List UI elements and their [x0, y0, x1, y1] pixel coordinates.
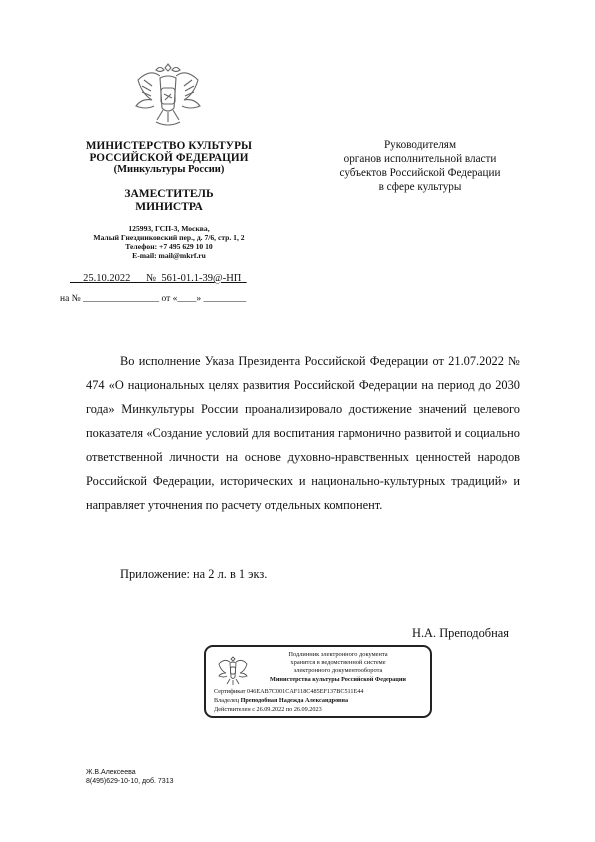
position-line1: ЗАМЕСТИТЕЛЬ	[124, 188, 214, 200]
stamp-organization: Министерства культуры Российской Федерации	[270, 676, 406, 683]
address-line2: Малый Гнездниковский пер., д. 7/6, стр. 1, 2	[93, 233, 245, 242]
stamp-line2: хранится в ведомственной системе	[290, 658, 386, 666]
executor-name: Ж.В.Алексеева	[86, 769, 136, 776]
appendix-note: Приложение: на 2 л. в 1 экз.	[120, 567, 268, 581]
stamp-line3: электронного документооборота	[293, 666, 383, 674]
sender-ministry	[60, 140, 278, 176]
ministry-name-line2: РОССИЙСКОЙ ФЕДЕРАЦИИ	[89, 152, 249, 164]
recipient-line3: субъектов Российской Федерации	[339, 167, 501, 179]
executor-info	[86, 768, 174, 786]
email: E-mail: mail@mkrf.ru	[132, 251, 206, 260]
sender-position	[60, 188, 278, 214]
recipient-line4: в сфере культуры	[378, 181, 462, 193]
registration-line	[70, 273, 247, 284]
letter-body	[86, 349, 520, 517]
stamp-header	[250, 651, 426, 674]
stamp-validity: Действителен с 26.09.2022 по 26.09.2023	[214, 706, 322, 713]
e-signature-stamp	[204, 645, 432, 718]
recipient-line1: Руководителям	[383, 139, 457, 151]
signer-name: Н.А. Преподобная	[412, 626, 509, 640]
ministry-short-name: (Минкультуры России)	[113, 164, 225, 175]
position-line2: МИНИСТРА	[135, 201, 203, 213]
ministry-name-line1: МИНИСТЕРСТВО КУЛЬТУРЫ	[85, 140, 253, 152]
reply-reference: на № ________________ от «____» _________	[60, 294, 247, 304]
registration-date: 25.10.2022	[83, 273, 131, 284]
recipient-block	[322, 138, 518, 194]
stamp-owner: Владелец Преподобная Надежда Александровна	[214, 697, 349, 704]
registration-number: № 561-01.1-39@-НП	[146, 273, 242, 284]
recipient-line2: органов исполнительной власти	[343, 153, 497, 165]
coat-of-arms-icon	[130, 58, 206, 136]
stamp-emblem-icon	[216, 654, 250, 690]
executor-phone: 8(495)629-10-10, доб. 7313	[86, 778, 174, 785]
stamp-line1: Подлинник электронного документа	[288, 651, 388, 658]
phone: Телефон: +7 495 629 10 10	[125, 242, 213, 251]
stamp-certificate: Сертификат 046EAB7C001CAF118C485EF137BC511E44	[214, 688, 364, 695]
sender-address	[60, 224, 278, 260]
address-line1: 125993, ГСП-3, Москва,	[128, 224, 210, 233]
body-paragraph: Во исполнение Указа Президента Российской Федерации от 21.07.2022 № 474 «О национальных целях развития Российской Федерации на период до 2030 года» Минкультуры России проанализировало достижение значений целевого показателя «Создание условий для воспитания гармонично развитой и социально ответственной личности на основе духовно-нравственных ценностей народов Российской Федерации, исторических и национально-культурных традиций» и направляет уточнения по расчету отдельных компонент.	[86, 354, 520, 512]
